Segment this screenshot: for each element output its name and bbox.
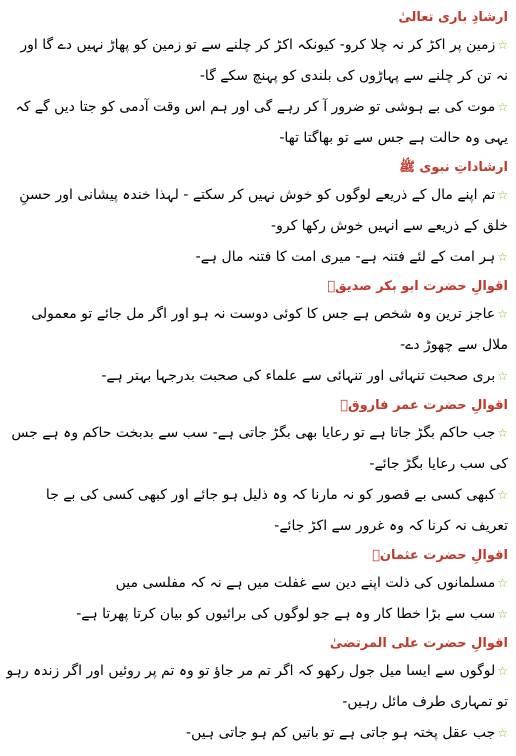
star-outline-icon: ☆: [497, 307, 508, 321]
item-text: بری صحبت تنہائی اور تنہائی سے علماء کی صحبت بدرجہا بہتر ہے-: [101, 368, 496, 384]
item-text: موت کی بے ہوشی تو ضرور آ کر رہے گی اور ہم اس وقت آدمی کو جتا دیں گے کہ یہی وہ حالت ہے جس سے تو بھاگتا تھا-: [15, 99, 508, 146]
section-ali: [6, 634, 508, 749]
list-item: [6, 242, 508, 273]
item-text: جب حاکم بگڑ جاتا ہے تو رعایا بھی بگڑ جاتی ہے- سب سے بدبخت حاکم وہ ہے جس کی سب رعایا بگڑ جائے-: [11, 425, 508, 472]
list-item: [6, 92, 508, 154]
section-usman: [6, 546, 508, 630]
star-outline-icon: ☆: [497, 488, 508, 502]
section-nabawi: [6, 158, 508, 273]
section-heading: اقوالِ حضرت علی المرتضیٰ: [329, 636, 508, 651]
list-item: [6, 361, 508, 392]
star-outline-icon: ☆: [497, 250, 508, 264]
item-text: ہر امت کے لئے فتنہ ہے- میری امت کا فتنہ مال ہے-: [195, 249, 496, 265]
list-item: [6, 418, 508, 480]
section-heading: اقوالِ حضرت عمر فاروقؓ: [340, 398, 508, 413]
section-heading: اقوالِ حضرت عثمانؓ: [372, 548, 508, 563]
item-text: کبھی کسی بے قصور کو نہ مارنا کہ وہ ذلیل ہو جائے اور کبھی کسی کی بے جا تعریف نہ کرنا کہ وہ غرور سے اکڑ جائے-: [45, 487, 508, 534]
list-item: [6, 718, 508, 749]
list-item: [6, 180, 508, 242]
section-umar: [6, 396, 508, 542]
star-outline-icon: ☆: [497, 607, 508, 621]
section-heading: ارشادِ باری تعالیٰ: [398, 10, 508, 25]
item-text: زمین پر اکڑ کر نہ چلا کرو- کیونکہ اکڑ کر چلنے سے تو زمین کو پھاڑ نہیں دے گا اور نہ تن کر چلنے سے پہاڑوں کی بلندی کو پہنچ سکے گا-: [20, 37, 508, 84]
star-outline-icon: ☆: [497, 188, 508, 202]
list-item: [6, 30, 508, 92]
star-outline-icon: ☆: [497, 100, 508, 114]
item-text: سب سے بڑا خطا کار وہ ہے جو لوگوں کی برائیوں کو بیان کرتا پھرتا ہے-: [76, 606, 496, 622]
list-item: [6, 656, 508, 718]
star-outline-icon: ☆: [497, 664, 508, 678]
star-outline-icon: ☆: [497, 426, 508, 440]
list-item: [6, 480, 508, 542]
item-text: لوگوں سے ایسا میل جول رکھو کہ اگر تم مر جاؤ تو وہ تم پر روئیں اور اگر زندہ رہو تو تمہاری طرف مائل رہیں-: [6, 663, 508, 710]
item-text: تم اپنے مال کے ذریعے لوگوں کو خوش نہیں کر سکتے - لہذا خندہ پیشانی اور حسنِ خلق کے ذریعے سے انہیں خوش رکھا کرو-: [19, 187, 508, 234]
item-text: مسلمانوں کی ذلت اپنے دین سے غفلت میں ہے نہ کہ مفلسی میں: [115, 575, 496, 591]
section-abu-bakr: [6, 277, 508, 392]
star-outline-icon: ☆: [497, 369, 508, 383]
section-allah: [6, 8, 508, 154]
star-outline-icon: ☆: [497, 576, 508, 590]
section-heading: اقوالِ حضرت ابو بکر صدیقؓ: [327, 279, 508, 294]
section-heading: ارشاداتِ نبوی ﷺ: [399, 160, 508, 175]
list-item: [6, 599, 508, 630]
star-outline-icon: ☆: [497, 726, 508, 740]
list-item: [6, 299, 508, 361]
list-item: [6, 568, 508, 599]
item-text: عاجز ترین وہ شخص ہے جس کا کوئی دوست نہ ہو اور اگر مل جائے تو معمولی ملال سے چھوڑ دے-: [31, 306, 508, 353]
star-outline-icon: ☆: [497, 38, 508, 52]
item-text: جب عقل پختہ ہو جاتی ہے تو باتیں کم ہو جاتی ہیں-: [186, 725, 496, 741]
